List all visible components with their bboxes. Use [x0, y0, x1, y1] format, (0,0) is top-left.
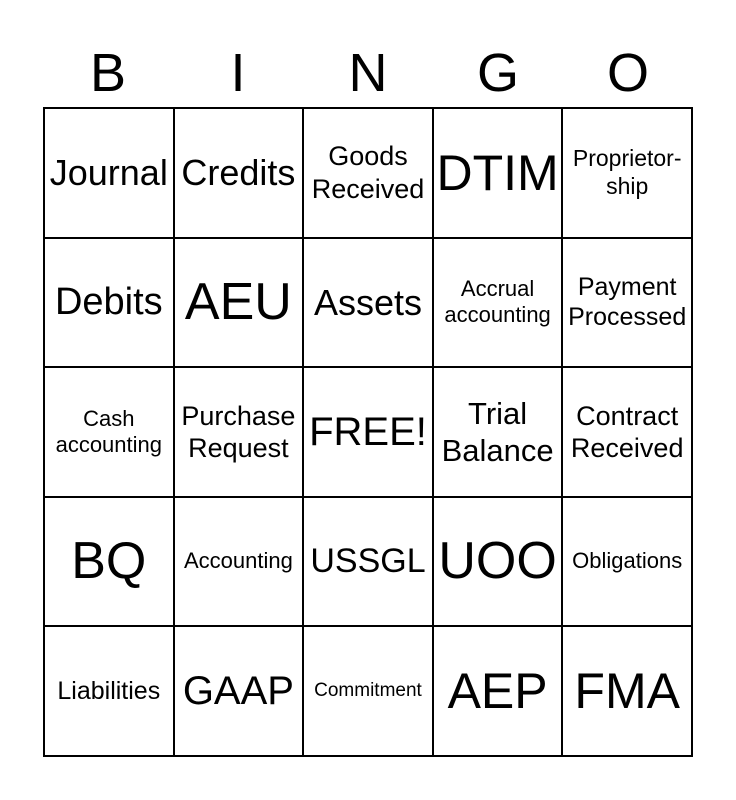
bingo-cell[interactable] [175, 498, 305, 628]
bingo-cell[interactable] [434, 368, 564, 498]
bingo-cell[interactable] [304, 627, 434, 757]
bingo-cell[interactable] [563, 627, 693, 757]
bingo-cell-text: Debits [54, 280, 163, 323]
bingo-cell-text: AEP [447, 663, 548, 720]
bingo-cell[interactable] [563, 239, 693, 369]
bingo-cell[interactable] [563, 368, 693, 498]
header-letter-b: B [89, 43, 127, 103]
bingo-cell[interactable] [434, 109, 564, 239]
bingo-cell-text: Trial Balance [441, 395, 554, 468]
bingo-cell-text: FMA [574, 663, 680, 720]
bingo-cell-text: Purchase Request [181, 400, 296, 463]
bingo-cell[interactable] [175, 239, 305, 369]
bingo-cell[interactable] [175, 368, 305, 498]
bingo-cell[interactable] [45, 239, 175, 369]
bingo-cell-text: Commitment [314, 679, 422, 701]
bingo-cell-text: Obligations [572, 548, 683, 574]
bingo-cell-text: Proprietor- ship [572, 145, 682, 199]
bingo-cell-text: Credits [181, 152, 296, 194]
bingo-board [43, 107, 693, 757]
bingo-cell[interactable] [304, 109, 434, 239]
bingo-cell[interactable] [45, 498, 175, 628]
bingo-header [43, 40, 693, 106]
header-letter-n: N [348, 43, 388, 103]
bingo-cell-text: Payment Processed [568, 273, 687, 332]
bingo-cell[interactable] [45, 627, 175, 757]
bingo-cell-text: Liabilities [57, 677, 161, 706]
bingo-cell-text: DTIM [436, 144, 559, 201]
bingo-cell[interactable] [304, 498, 434, 628]
header-letter-g: G [476, 43, 519, 103]
bingo-cell-text: GAAP [182, 669, 294, 714]
bingo-cell-text: FREE! [309, 409, 427, 454]
bingo-cell-text: BQ [71, 532, 147, 591]
bingo-cell-text: Cash accounting [55, 405, 162, 457]
bingo-cell-text: Journal [49, 152, 168, 194]
bingo-cell[interactable] [434, 239, 564, 369]
bingo-cell-text: Accrual accounting [444, 276, 551, 328]
header-letter-i: I [230, 43, 246, 103]
bingo-cell-text: USSGL [310, 542, 426, 581]
bingo-cell-text: Contract Received [570, 400, 684, 463]
bingo-cell[interactable] [175, 627, 305, 757]
header-letter-o: O [606, 43, 649, 103]
bingo-cell-text: Accounting [183, 548, 293, 574]
bingo-cell[interactable] [45, 109, 175, 239]
bingo-cell[interactable] [434, 627, 564, 757]
bingo-cell[interactable] [563, 498, 693, 628]
bingo-cell-text: UOO [438, 532, 557, 591]
bingo-cell[interactable] [45, 368, 175, 498]
bingo-cell[interactable] [175, 109, 305, 239]
bingo-cell[interactable] [434, 498, 564, 628]
bingo-cell[interactable] [304, 239, 434, 369]
bingo-cell[interactable] [563, 109, 693, 239]
bingo-cell-text: Assets [313, 281, 423, 323]
bingo-cell[interactable] [304, 368, 434, 498]
bingo-cell-text: AEU [184, 273, 292, 332]
bingo-cell-text: Goods Received [311, 141, 425, 204]
